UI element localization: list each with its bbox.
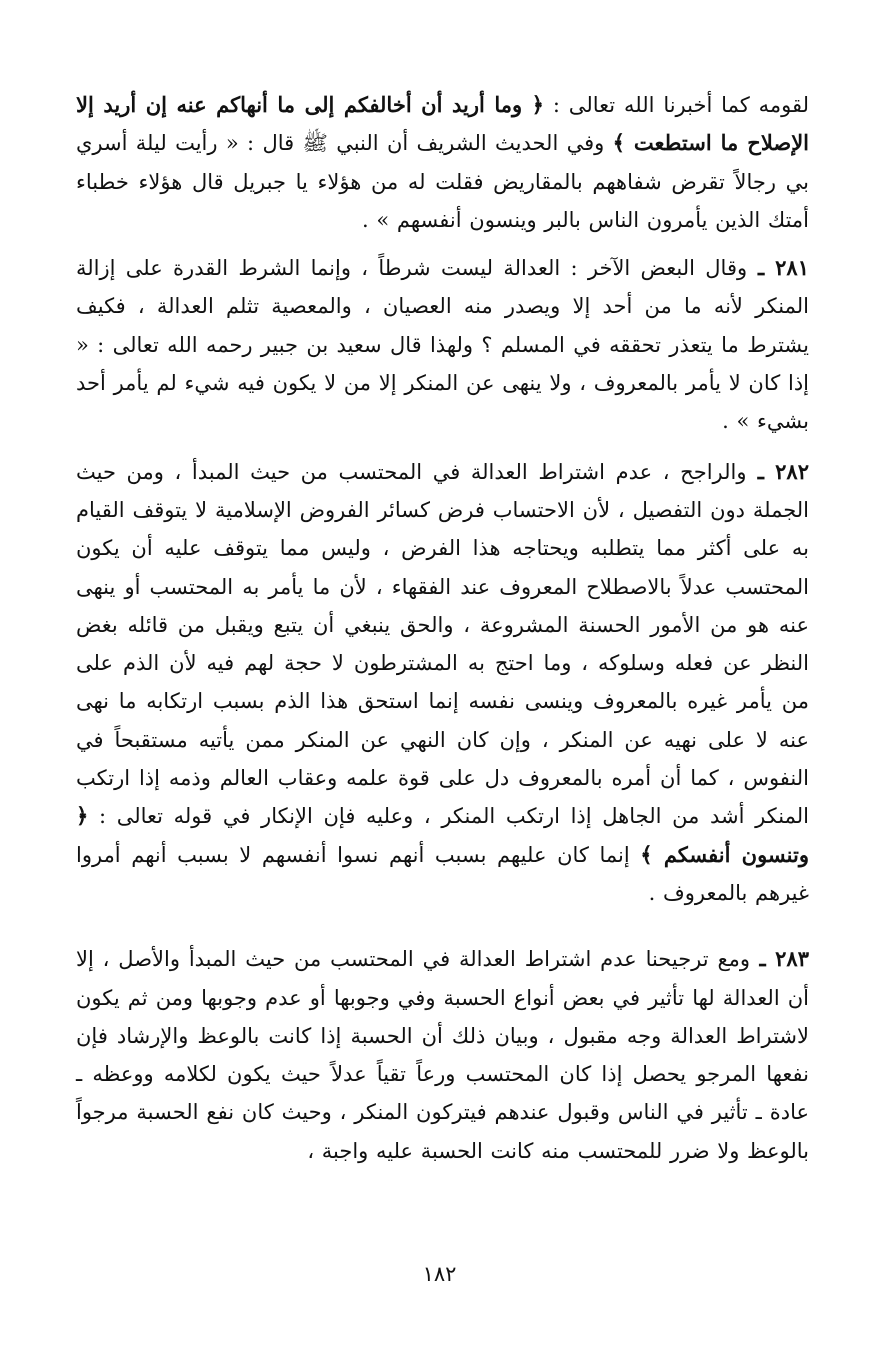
document-page — [76, 86, 809, 1286]
paragraph-282 — [76, 453, 809, 913]
paragraph-continuation — [76, 86, 809, 239]
text-segment: ومع ترجيحنا عدم اشتراط العدالة في المحتسب من حيث المبدأ والأصل ، إلا أن العدالة لها تأثير في بعض أنواع الحسبة وفي وجوبها أو عدم وجوبها ومن ثم يكون لاشتراط العدالة وجه مقبول ، وبيان ذلك أن الحسبة إذا كانت بالوعظ والإرشاد فإن نفعها المرجو يحصل إذا كان المحتسب ورعاً تقياً عدلاً حيث يكون لكلامه ووعظه ـ عادة ـ تأثير في الناس وقبول عندهم فيتركون المنكر ، وحيث كان نفع الحسبة مرجواً بالوعظ ولا ضرر للمحتسب منه كانت الحسبة عليه واجبة ، — [76, 947, 809, 1163]
page-number: ١٨٢ — [422, 1262, 457, 1286]
paragraph-283 — [76, 940, 809, 1170]
text-segment: وفي الحديث الشريف أن النبي ﷺ قال : « رأيت ليلة أسري بي رجالاً تقرض شفاههم بالمقاريض فقلت له من هؤلاء يا جبريل قال هؤلاء خطباء أمتك الذين يأمرون الناس بالبر وينسون أنفسهم » . — [76, 131, 809, 232]
paragraph-number: ٢٨٢ ـ — [746, 458, 809, 484]
quran-quote: ﴿ وتنسون أنفسكم ﴾ — [76, 803, 809, 867]
text-segment: والراجح ، عدم اشتراط العدالة في المحتسب من حيث المبدأ ، ومن حيث الجملة دون التفصيل ، لأن الاحتساب فرض كسائر الفروض الإسلامية لا يتوقف القيام به على أكثر مما يتطلبه ويحتاجه هذا الفرض ، وليس مما يتوقف عليه أن يكون المحتسب عدلاً بالاصطلاح المعروف عند الفقهاء ، لأن ما يأمر به المحتسب أو ينهى عنه هو من الأمور الحسنة المشروعة ، والحق ينبغي أن يتبع ويقبل من قائله بغض النظر عن فعله وسلوكه ، وما احتج به المشترطون لا حجة لهم فيه لأن الذم على من يأمر غيره بالمعروف وينسى نفسه إنما استحق هذا الذم بسبب ارتكابه ما نهى عنه لا على نهيه عن المنكر ، وإن كان النهي عن المنكر ممن يأتيه مستقبحاً في النفوس ، كما أن أمره بالمعروف دل على قوة علمه وعقاب العالم وذمه إذا ارتكب المنكر أشد من الجاهل إذا ارتكب المنكر ، وعليه فإن الإنكار في قوله تعالى : — [76, 459, 809, 829]
text-segment: لقومه كما أخبرنا الله تعالى : — [543, 93, 809, 117]
text-segment: إنما كان عليهم بسبب أنهم نسوا أنفسهم لا بسبب أنهم أمروا غيرهم بالمعروف . — [76, 842, 809, 905]
paragraph-number: ٢٨٣ ـ — [750, 946, 809, 972]
quran-quote: ﴿ وما أريد أن أخالفكم إلى ما أنهاكم عنه إن أريد إلا الإصلاح ما استطعت ﴾ — [76, 92, 810, 156]
text-segment: وقال البعض الآخر : العدالة ليست شرطاً ، وإنما الشرط القدرة على إزالة المنكر لأنه ما من أحد إلا ويصدر منه العصيان ، والمعصية تثلم العدالة ، فكيف يشترط ما يتعذر تحققه في المسلم ؟ ولهذا قال سعيد بن جبير رحمه الله تعالى : « إذا كان لا يأمر بالمعروف ، ولا ينهى عن المنكر إلا من لا يكون فيه شيء لم يأمر أحد بشيء » . — [76, 256, 809, 434]
paragraph-281 — [76, 249, 809, 440]
paragraph-number: ٢٨١ ـ — [747, 255, 809, 281]
